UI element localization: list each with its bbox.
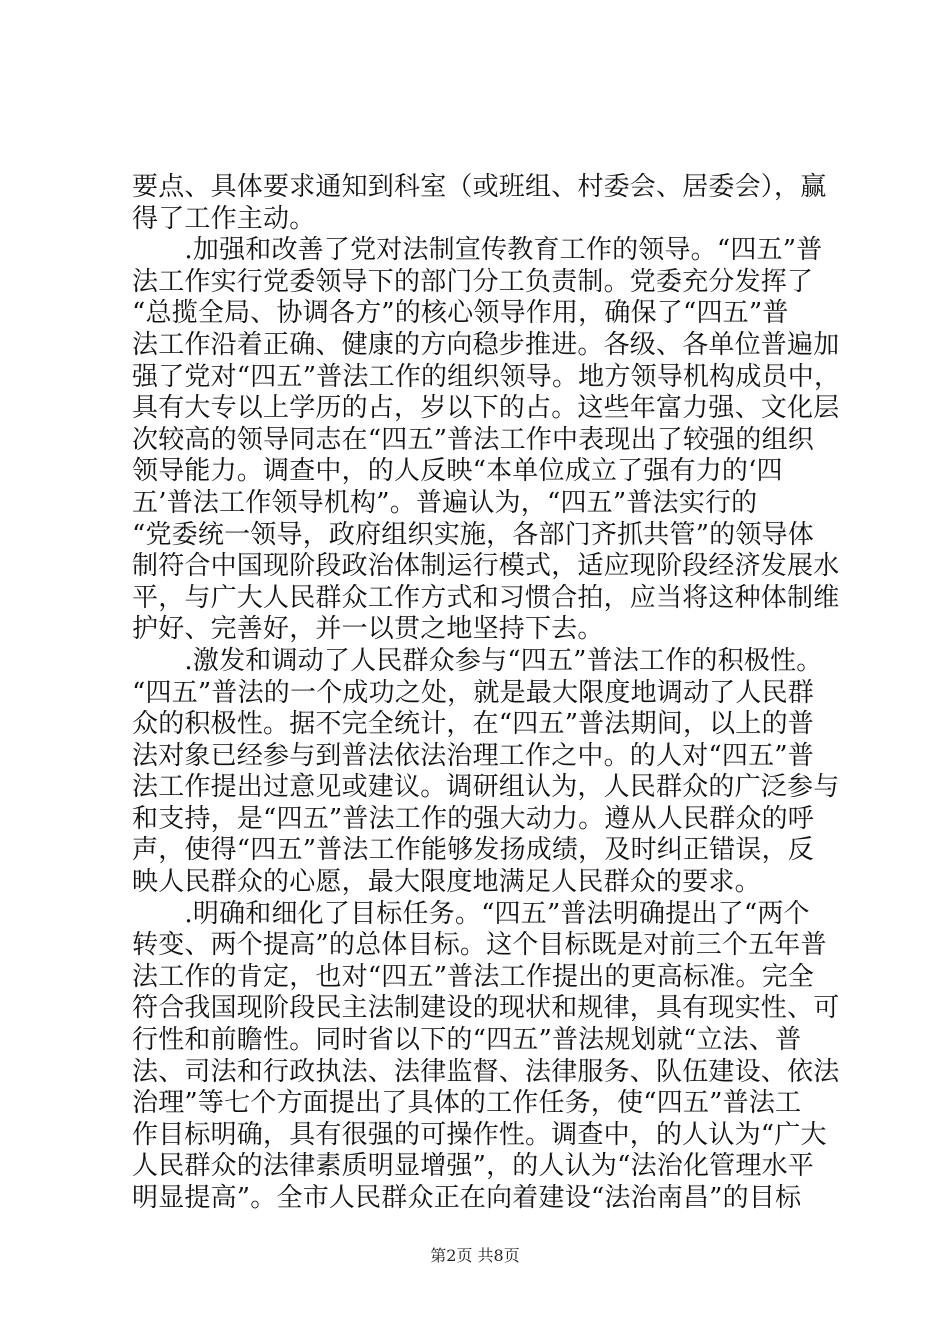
text-line: “四五”普法的一个成功之处，就是最大限度地调动了人民群	[132, 677, 814, 708]
page-footer	[0, 1246, 950, 1266]
text-line: 制符合中国现阶段政治体制运行模式，适应现阶段经济发展水	[132, 551, 840, 582]
text-line: 得了工作主动。	[132, 203, 316, 234]
text-line: 声，使得“四五”普法工作能够发扬成绩，及时纠正错误，反	[132, 835, 814, 866]
text-line: 众的积极性。据不完全统计，在“四五”普法期间，以上的普	[132, 709, 814, 740]
text-line: 法工作提出过意见或建议。调研组认为，人民群众的广泛参与	[132, 772, 840, 803]
text-line: 五’普法工作领导机构”。普遍认为，“四五”普法实行的	[132, 487, 758, 518]
text-line: 法工作沿着正确、健康的方向稳步推进。各级、各单位普遍加	[132, 329, 840, 360]
text-line: 转变、两个提高”的总体目标。这个目标既是对前三个五年普	[132, 930, 827, 961]
text-line: 次较高的领导同志在“四五”普法工作中表现出了较强的组织	[132, 424, 814, 455]
text-line: 平，与广大人民群众工作方式和习惯合拍，应当将这种体制维	[132, 582, 840, 613]
text-line: 护好、完善好，并一以贯之地坚持下去。	[132, 614, 604, 645]
text-line: “总揽全局、协调各方”的核心领导作用，确保了“四五”普	[132, 298, 789, 329]
text-line: 行性和前瞻性。同时省以下的“四五”普法规划就“立法、普	[132, 1025, 802, 1056]
text-line: 法、司法和行政执法、法律监督、法律服务、队伍建设、依法	[132, 1056, 840, 1087]
text-line: 符合我国现阶段民主法制建设的现状和规律，具有现实性、可	[132, 993, 840, 1024]
text-line: 人民群众的法律素质明显增强”，的人认为“法治化管理水平	[132, 1151, 814, 1182]
text-line: 具有大专以上学历的占，岁以下的占。这些年富力强、文化层	[132, 393, 840, 424]
text-line: .明确和细化了目标任务。“四五”普法明确提出了“两个	[132, 898, 810, 929]
text-line: 强了党对“四五”普法工作的组织领导。地方领导机构成员中，	[132, 361, 841, 392]
text-line: 和支持，是“四五”普法工作的强大动力。遵从人民群众的呼	[132, 803, 814, 834]
text-line: “党委统一领导，政府组织实施，各部门齐抓共管”的领导体	[132, 519, 814, 550]
text-line: 法工作的肯定，也对“四五”普法工作提出的更高标准。完全	[132, 961, 814, 992]
text-line: .激发和调动了人民群众参与“四五”普法工作的积极性。	[132, 645, 823, 676]
text-line: 法工作实行党委领导下的部门分工负责制。党委充分发挥了	[132, 266, 814, 297]
body-text	[132, 172, 841, 1215]
text-line: 治理”等七个方面提出了具体的工作任务，使“四五”普法工	[132, 1088, 802, 1119]
text-line: .加强和改善了党对法制宣传教育工作的领导。“四五”普	[132, 235, 823, 266]
text-line: 领导能力。调查中，的人反映“本单位成立了强有力的‘四	[132, 456, 783, 487]
text-line: 要点、具体要求通知到科室（或班组、村委会、居委会），赢	[132, 172, 827, 202]
text-line: 作目标明确，具有很强的可操作性。调查中，的人认为“广大	[132, 1119, 827, 1150]
text-line: 法对象已经参与到普法依法治理工作之中。的人对“四五”普	[132, 740, 814, 771]
text-line: 明显提高”。全市人民群众正在向着建设“法治南昌”的目标	[132, 1183, 802, 1213]
text-line: 映人民群众的心愿，最大限度地满足人民群众的要求。	[132, 867, 761, 898]
page-number-label: 第2页 共8页	[430, 1246, 520, 1265]
